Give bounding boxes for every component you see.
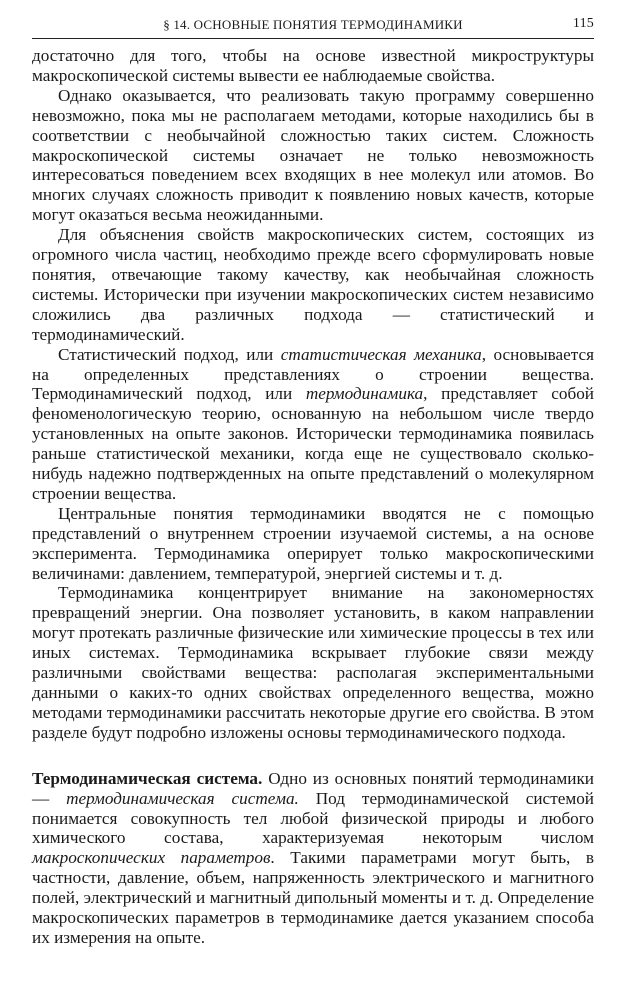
subsection-heading: Термодинамическая система.	[32, 768, 263, 788]
section-gap	[32, 743, 594, 769]
text-run: Статистический подход, или	[58, 344, 281, 364]
text-run: Под термодинамической системой понимается совокупность тел любой физической природы и любого химического состава, характеризуемая некоторым числом	[32, 788, 594, 848]
term-thermodynamic-system: термодинамическая система.	[66, 788, 299, 808]
paragraph-thermodynamic-system	[32, 769, 594, 948]
paragraph-statistical-vs-thermodynamic	[32, 345, 594, 504]
running-head	[32, 14, 594, 39]
paragraph-approaches: Для объяснения свойств макроскопических систем, состоящих из огромного числа частиц, необходимо прежде всего сформулировать новые понятия, отвечающие такому качеству, как необычайная сложность системы. Исторически при изучении макроскопических систем независимо сложились два различных подхода — статистический и термодинамический.	[32, 225, 594, 344]
paragraph-continuation: достаточно для того, чтобы на основе известной микроструктуры макроскопической системы вывести ее наблюдаемые свойства.	[32, 46, 594, 85]
term-thermodynamics: термодинамика	[305, 384, 424, 404]
paragraph-complexity: Однако оказывается, что реализовать такую программу совершенно невозможно, пока мы не располагаем методами, которые находились бы в соответствии с необычайной сложностью таких систем. Сложность макроскопической системы означает не только невозможность интересоваться поведением всех входящих в нее молекул или атомов. Во многих случаях сложность приводит к появлению новых качеств, которые могут оказаться весьма неожиданными.	[32, 85, 594, 225]
body-text	[32, 46, 594, 948]
text-run: . Такими параметрами могут быть, в частности, давление, объем, напряженность электрического и магнитного полей, электрический и магнитный дипольный моменты и т. д. Определение макроскопических параметров в термодинамике дается указанием способа их измерения на опыте.	[32, 848, 594, 947]
text-run: , основывается на определенных представлениях о строении вещества. Термодинамический подход, или	[32, 344, 594, 404]
term-macroscopic-parameters: макроскопических параметров	[32, 848, 271, 868]
book-page	[32, 14, 594, 948]
text-run: , представляет собой феноменологическую теорию, основанную на небольшом числе твердо установленных на опыте законов. Исторически термодинамика появилась раньше статистической механики, когда еще не существовало сколько-нибудь надежно подтвержденных на опыте представлений о молекулярном строении вещества.	[32, 384, 595, 503]
text-run: Одно из основных понятий термодинамики —	[32, 768, 594, 808]
paragraph-central-concepts: Центральные понятия термодинамики вводятся не с помощью представлений о внутреннем строении изучаемой системы, а на основе эксперимента. Термодинамика оперирует только макроскопическими величинами: давлением, температурой, энергией системы и т. д.	[32, 503, 594, 583]
page-number: 115	[572, 16, 594, 31]
paragraph-energy-transformations: Термодинамика концентрирует внимание на закономерностях превращений энергии. Она позволяет установить, в каком направлении могут протекать различные физические или химические процессы в тех или иных системах. Термодинамика вскрывает глубокие связи между различными свойствами вещества: располагая экспериментальными данными о каких-то одних свойствах определенного вещества, можно методами термодинамики рассчитать некоторые другие его свойства. В этом разделе будут подробно изложены основы термодинамического подхода.	[32, 583, 594, 742]
running-title: § 14. ОСНОВНЫЕ ПОНЯТИЯ ТЕРМОДИНАМИКИ	[163, 17, 463, 32]
term-statistical-mechanics: статистическая механика	[280, 344, 482, 364]
